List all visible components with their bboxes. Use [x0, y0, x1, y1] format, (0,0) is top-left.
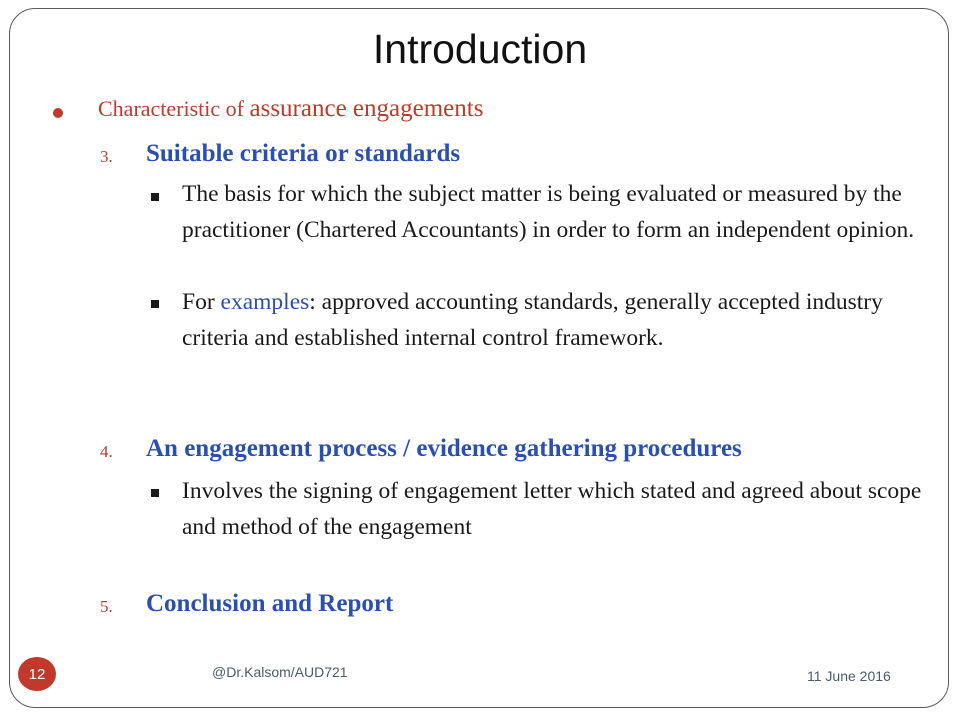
point-lead: For — [182, 289, 221, 315]
point-rest: : approved accounting standards, generally accepted industry criteria and established internal control framework. — [182, 289, 883, 351]
item-3-point-1: The basis for which the subject matter is being evaluated or measured by the practitioner (Chartered Accountants) in order to form an independent opinion. — [182, 181, 915, 243]
item-number-3: 3. — [100, 147, 113, 166]
point-highlight: examples — [220, 289, 310, 315]
square-bullet-icon — [151, 300, 159, 308]
item-heading-4: An engagement process / evidence gathering procedures — [146, 435, 742, 462]
main-bullet — [98, 95, 483, 123]
square-bullet-icon — [151, 193, 159, 201]
main-bullet-emphasis: assurance engagements — [249, 95, 484, 122]
footer-date: 11 June 2016 — [807, 668, 891, 684]
bullet-dot-icon — [53, 108, 63, 118]
item-3-point-2 — [182, 284, 922, 356]
item-heading-3: Suitable criteria or standards — [146, 140, 461, 167]
footer-author: @Dr.Kalsom/AUD721 — [212, 664, 348, 680]
item-4-point-1: Involves the signing of engagement letter which stated and agreed about scope and method of the engagement — [182, 478, 922, 540]
square-bullet-icon — [151, 489, 159, 497]
item-number-5: 5. — [100, 597, 113, 616]
slide-title: Introduction — [372, 26, 588, 72]
item-number-4: 4. — [100, 442, 113, 461]
main-bullet-prefix: Characteristic of — [98, 96, 250, 121]
item-heading-5: Conclusion and Report — [146, 590, 394, 617]
page-number-badge: 12 — [18, 657, 56, 691]
